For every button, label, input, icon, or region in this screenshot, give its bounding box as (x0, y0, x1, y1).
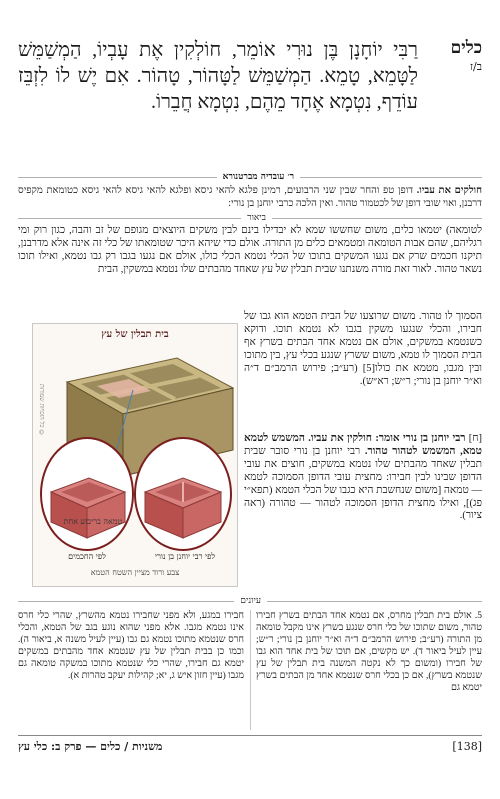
bartenura-text: דופן טפ והחר שבין שני הרבועים, רמינן פלגא להאי גיסא ופלגא להאי גיסא להאי גיסא כטומאת מקפיס דרבנן, ואוי שובי דופן של לכטמור טהור. ואין הלכה כרבי יוחנן בן נורי: (18, 185, 482, 209)
page-footer (18, 740, 482, 756)
page-number: [138] (452, 740, 482, 753)
biur-text-top: לטומאה) יטמאו כלים, משום שחששו שמא לא יבדילו בינם לבין משקים היוצאים מגופם של זב והבה, כגון רוק ומי רגליהם, שהם אבות הטומאה ומטמאים כלים מן התורה. אולם כדי שיהא היכר שטומאתו של כלי זה אינה אלא מדרבנן, תיקנו חכמים שרק אם נגעו המשקים בתוכו של הכלי נטמא הכלי כולו, אולם אם נגעו בגבו רק גבו נטמא, ואילו תוכו נשאר טהור. לאור זאת מורה משנתנו שבית תבלין של עץ שאחד מהבתים שלו נטמא במשקין, הבית (18, 225, 482, 275)
column-divider (250, 610, 251, 730)
tractate-name: כלים (450, 38, 482, 58)
iyunim-column-right: 5. אולם בית תבלין מחרס, אם נטמא אחד הבתים בשרץ חבירו טהור, משום שתוכו של כלי חרס שנגע בשרץ אינו מקבל טומאה מן התורה (רע״ב; פירוש הרמב״ם ד״ה וא״ר יוחנן בן נורי; ר״ש; עיין לעיל ביאור ד). יש מקשים, אם תוכו של בית אחד הוא גבו של חבירו (ומשום כך לא נקטה המשנה בית תבלין של עץ שנטמא בשרץ), אם כן בכלי חרס שנטמא אחד מן הבתים בשרץ יטמא גם (256, 611, 482, 693)
footer-rule (18, 735, 482, 736)
biur-explanation-text: רבי יוחנן בן נורי סובר שבית תבלין שאחד מהבתים שלו נטמא במשקים, חוצים את עובי הדופן שבינו לבין חבירו: מחצית עובי הדופן הסמוכה לטמא — טמאה [משום שנחשבת היא כגבו של הכלי הטמא (תפא״י פג)], ואילו מחצית הדופן הסמוכה לטהור — טהורה (ראה ציור). (244, 445, 482, 522)
box-rabbi-yochanan-view (135, 438, 231, 550)
illustration-credit: © כל הזכויות שמורות (38, 384, 45, 437)
box-sages-view (41, 438, 133, 550)
mishnah-number: [ח] (468, 433, 483, 444)
mishnah-reference: ב/ז (469, 60, 482, 73)
caption-legend: צבע ורוד מציין השטח הטמא (90, 568, 180, 577)
bartenura-header (18, 170, 482, 184)
bartenura-commentary (18, 184, 482, 210)
biur-text-right: הסמוך לו טהור. משום שרוצעו של הבית הטמא הוא גבו של חבירו, והכלי שנגעו משקין בגבו לא נטמא תוכו. ודוקא כשנטמא במשקים, אולם אם נטמא אחד הבתים בשרץ אף הבית הסמוך לו טמא, משום ששרץ שנגע בכלי עץ, בין מתוכו ובין מגבו, מטמא את כולו[5] (רע״ב; פירוש הרמב״ם ד״ה וא״ר יוחנן בן נורי; ר״ש; רא״ש). (244, 311, 482, 387)
bartenura-label: ר׳ עובדיה מברטנורא (217, 170, 300, 184)
biur-label: ביאור (241, 211, 272, 225)
iyunim-column-left: חבירו במגע, ולא מפני שחבירו נטמא מהשרץ, שהרי כלי חרס אינו נטמא מגבו. אלא מפני שהוא נוגע בגב של הטמא, והכלי חרס שנטמא מתוכו נטמא גם גבו (עיין לעיל משנה א, ביאור ה). וכמו כן בבית תבלין של עץ שנטמא אחד מהבתים במשקים יטמא גם חבירו, שהרי כלי שנטמא מתוכו במשקה טומאה גם מגבו (עיין חזון איש ג, יא; קהילות יעקב טהרות א). (18, 611, 244, 681)
caption-rabbi-yochanan: לפי רבי יוחנן בן נורי (154, 552, 216, 561)
biur-mishnah-explanation (244, 433, 482, 523)
bartenura-lead: חולקים את עביו. (416, 185, 483, 196)
spice-box-drawing (33, 324, 237, 586)
iyunim-header (18, 594, 482, 608)
spice-box-illustration (32, 323, 238, 587)
mishnah-text: רַבִּי יוֹחָנָן בֶּן נוּרִי אוֹמֵר, חוֹלְקִין אֶת עָבְיוֹ, הַמְשַׁמֵּשׁ לַטָּמֵא, טָמֵא. הַמְשַׁמֵּשׁ לַטָּהוֹר, טָהוֹר. אִם יֶשׁ לוֹ לִזְבֵּז עוֹדֵף, נִטְמָא אֶחָד מֵהֶם, נִטְמָא חֲבֵרוֹ. (18, 39, 418, 113)
caption-sages: לפי החכמים (68, 552, 106, 561)
chapter-header (420, 38, 482, 76)
iyunim-label: עיונים (234, 594, 267, 608)
illustration-note: טמאה בריבוע אחת (63, 517, 123, 526)
mishnah-quote: רבי יוחנן בן נורי אומר: חולקין את עביו. המשמש לטמא טמא, המשמש לטהור טהור. (244, 433, 482, 457)
running-header: משניות / כלים — פרק ב: כלי עץ (18, 740, 163, 753)
biur-header (18, 211, 482, 225)
illustration-title: בית תבלין של עץ (101, 329, 169, 340)
